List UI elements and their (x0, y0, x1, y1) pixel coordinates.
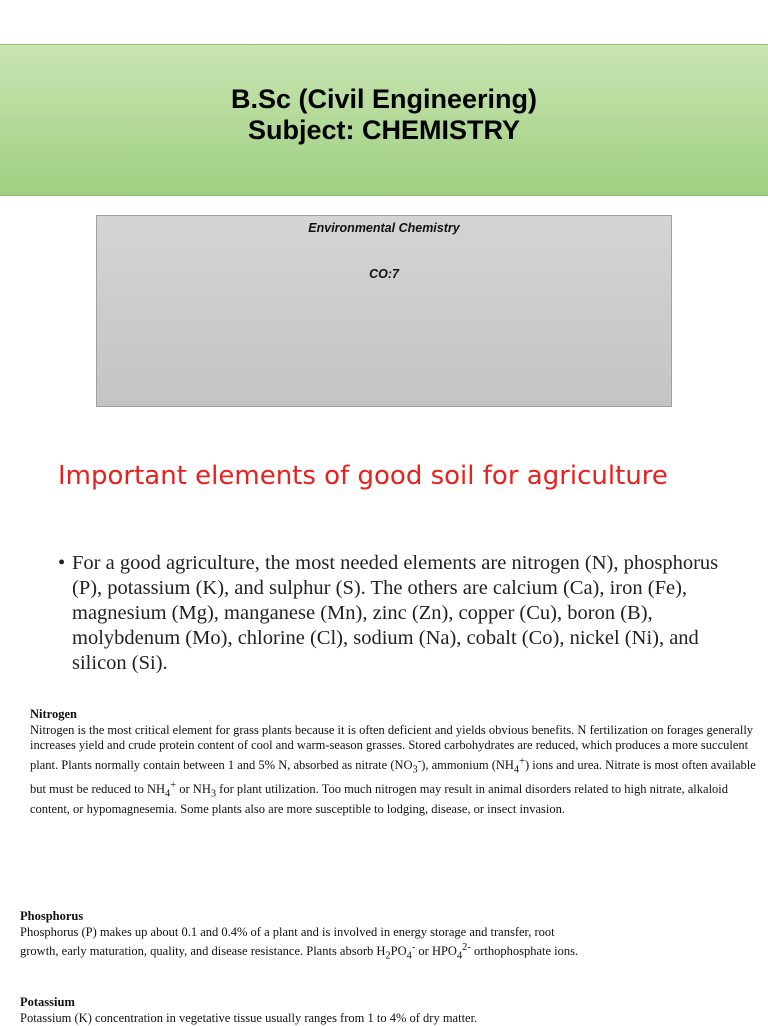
potassium-section (20, 995, 580, 1026)
bullet-text: For a good agriculture, the most needed elements are nitrogen (N), phosphorus (P), potassium (K), and sulphur (S). The others are calcium (Ca), iron (Fe), magnesium (Mg), manganese (Mn), zinc (Zn), copper (Cu), boron (B), molybdenum (Mo), chlorine (Cl), sodium (Na), cobalt (Co), nickel (Ni), and silicon (Si). (72, 552, 719, 674)
bullet-dot-icon: • (58, 552, 66, 574)
nitrogen-text: Nitrogen is the most critical element for grass plants because it is often deficient and yields obvious benefits. N fertilization on forages generally increases yield and crude protein content of cool and warm-season grasses. Stored carbohydrates are reduced, which produces a more succulent plant. Plants normally contain between 1 and 5% N, absorbed as nitrate $(NO_3^-)$, ammonium $(NH_4^+)$ ions and urea. Nitrate is most often available but must be reduced to $NH_4^+$ or $NH_3$ for plant utilization. Too much nitrogen may result in animal disorders related to high nitrate, alkaloid content, or hypomagnesemia. Some plants also are more susceptible to lodging, disease, or insect invasion. (30, 722, 756, 817)
phosphorus-section (20, 909, 580, 964)
section-heading: Important elements of good soil for agriculture (58, 461, 668, 491)
topic-label: Environmental Chemistry (308, 221, 460, 235)
potassium-text: Potassium (K) concentration in vegetative tissue usually ranges from 1 to 4% of dry matter. (20, 1010, 478, 1025)
nitrogen-section (30, 707, 760, 818)
phosphorus-title: Phosphorus (20, 909, 84, 923)
subject-title: Subject: CHEMISTRY (247, 115, 521, 145)
nitrogen-title: Nitrogen (30, 707, 77, 721)
phosphorus-text: Phosphorus (P) makes up about 0.1 and 0.4% of a plant and is involved in energy storage and transfer, root growth, early maturation, quality, and disease resistance. Plants absorb $H_2PO_4^-$ or $HPO_4^{2-}$ orthophosphate ions. (20, 924, 579, 962)
bullet-item (58, 551, 738, 676)
potassium-title: Potassium (20, 995, 75, 1009)
degree-title: B.Sc (Civil Engineering) (230, 84, 538, 114)
course-info-box (96, 215, 672, 407)
course-code-label: CO:7 (369, 267, 399, 281)
banner-title (0, 84, 768, 146)
